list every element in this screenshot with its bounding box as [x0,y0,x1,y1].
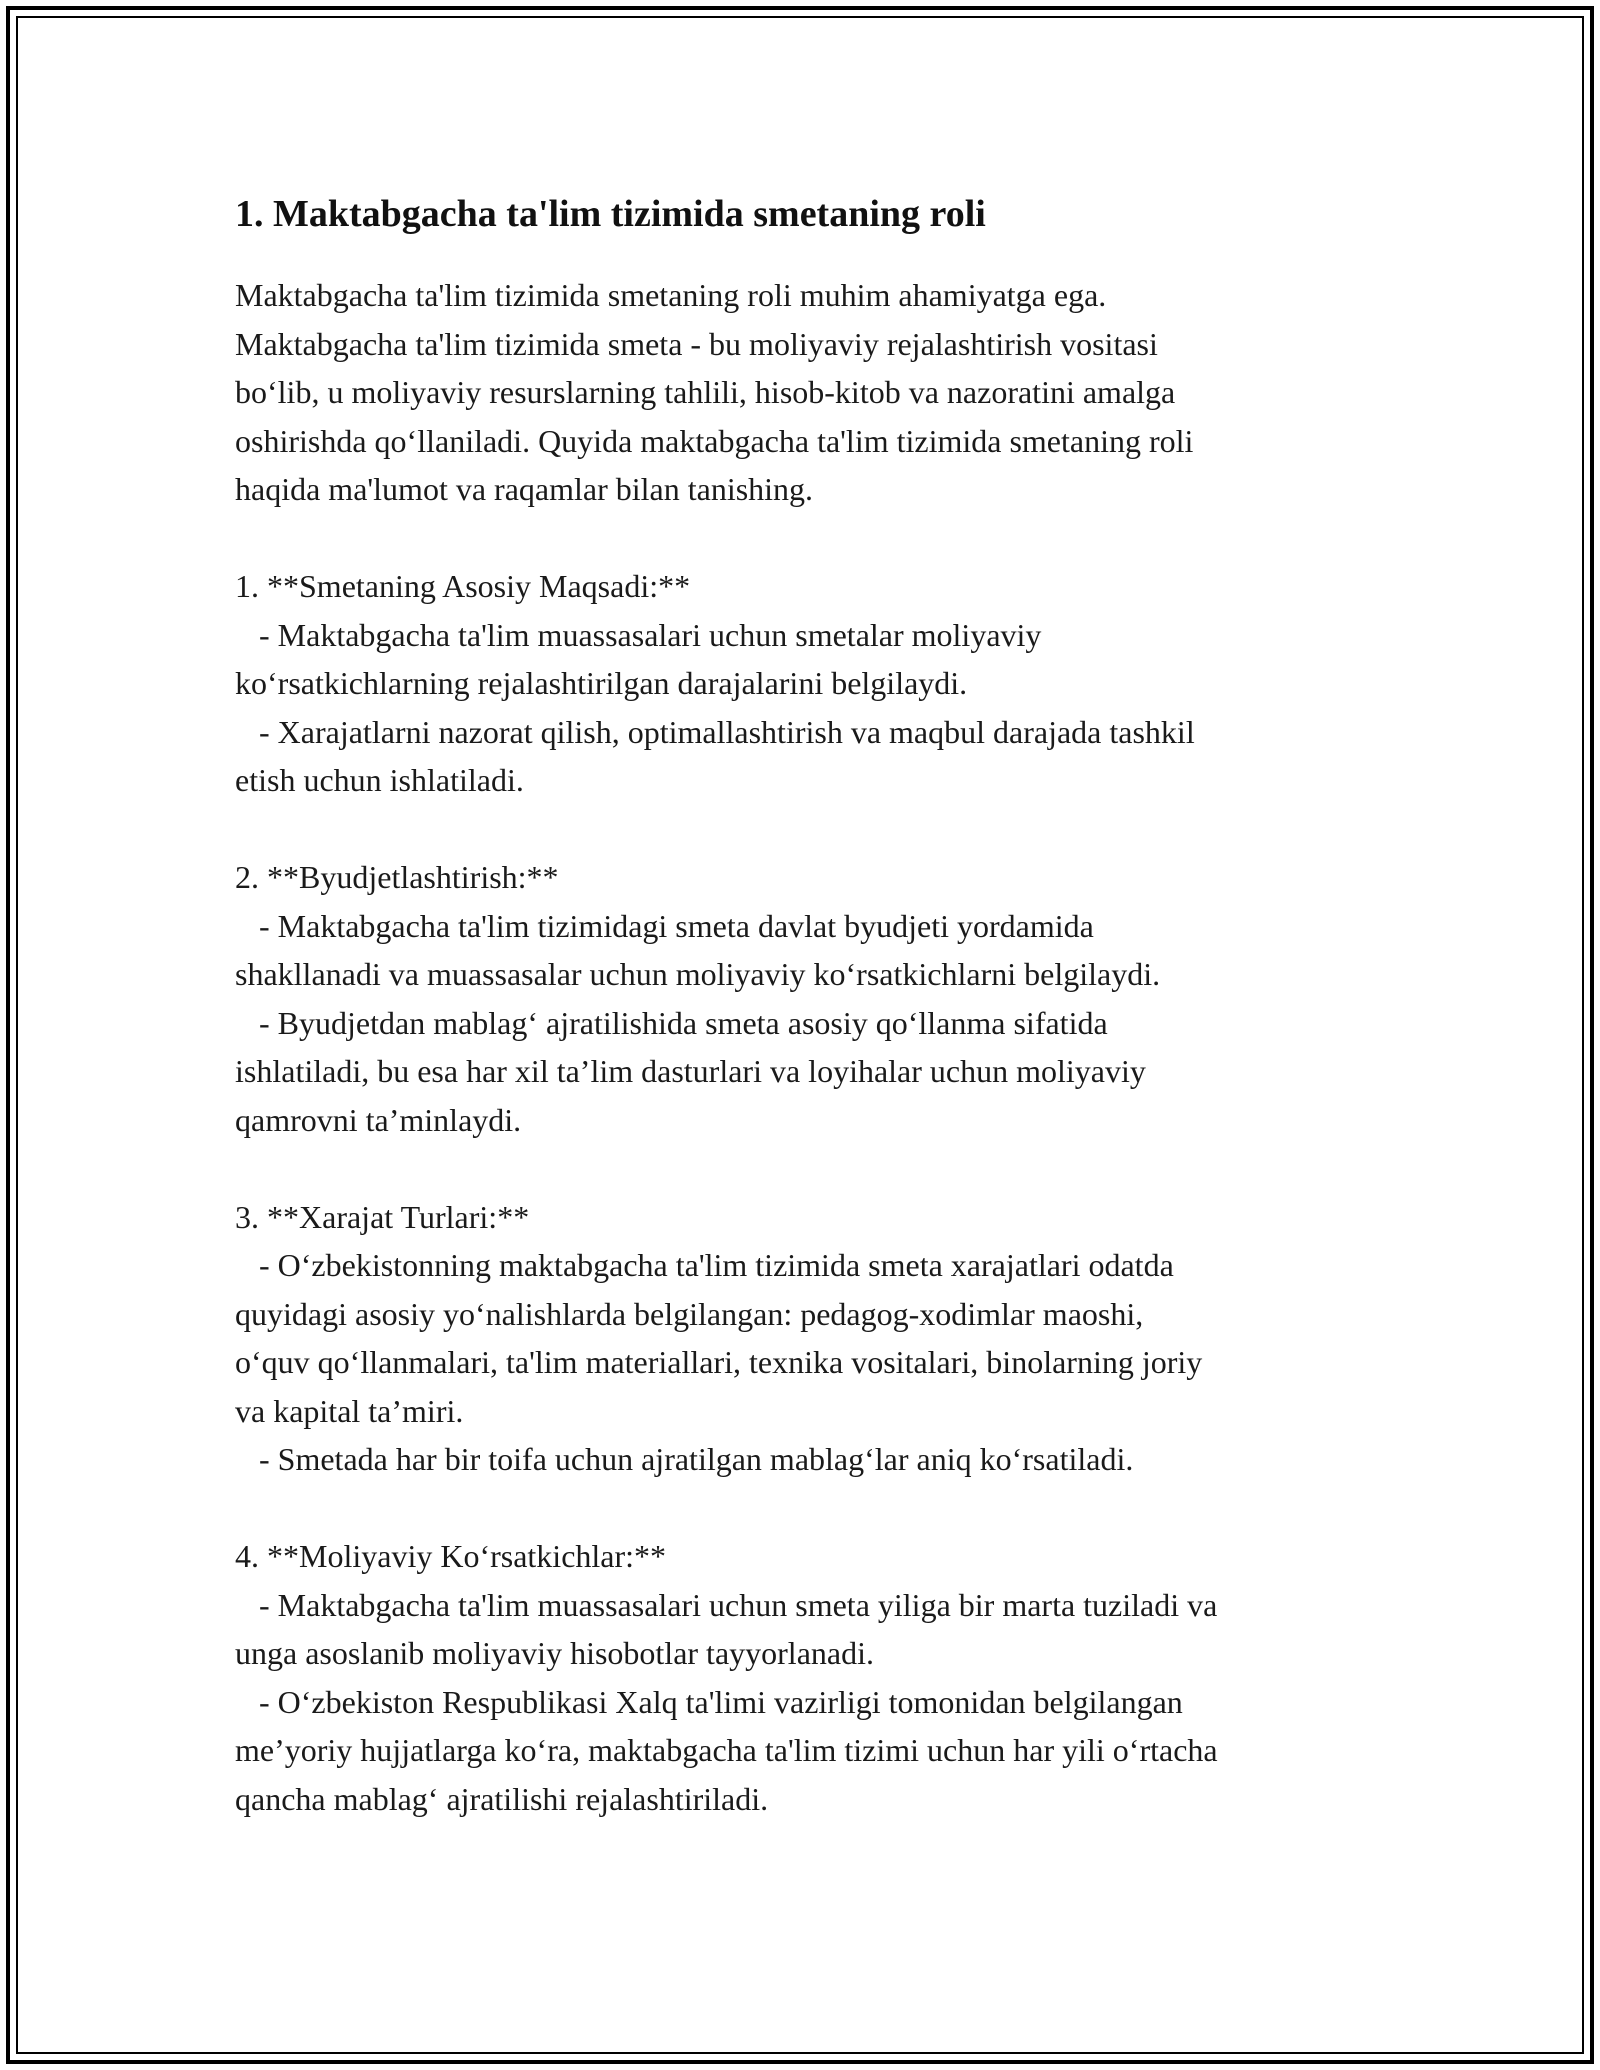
section-2-bullet-1: - Maktabgacha ta'lim tizimidagi smeta davlat byudjeti yordamida shakllanadi va muassasalar uchun moliyaviy ko‘rsatkichlarni belgilaydi. [235,907,1161,992]
intro-paragraph: Maktabgacha ta'lim tizimida smetaning roli muhim ahamiyatga ega. Maktabgacha ta'lim tizimida smeta - bu moliyaviy rejalashtirish vositasi bo‘lib, u moliyaviy resurslarning tahlili, hisob-kitob va nazoratini amalga oshirishda qo‘llaniladi. Quyida maktabgacha ta'lim tizimida smetaning roli haqida ma'lumot va raqamlar bilan tanishing. [235,277,1194,507]
section-1 [235,562,1375,805]
section-1-heading: 1. **Smetaning Asosiy Maqsadi:** [235,568,691,604]
document-title: 1. Maktabgacha ta'lim tizimida smetaning roli [235,193,986,235]
section-4-bullet-2: - O‘zbekiston Respublikasi Xalq ta'limi vazirligi tomonidan belgilangan me’yoriy hujjatlarga ko‘ra, maktabgacha ta'lim tizimi uchun har yili o‘rtacha qancha mablag‘ ajratilishi rejalashtiriladi. [235,1683,1218,1817]
section-4-bullet-1: - Maktabgacha ta'lim muassasalari uchun smeta yiliga bir marta tuziladi va unga asoslanib moliyaviy hisobotlar tayyorlanadi. [235,1586,1218,1671]
section-1-bullet-1: - Maktabgacha ta'lim muassasalari uchun smetalar moliyaviy ko‘rsatkichlarning rejalashtirilgan darajalarini belgilaydi. [235,616,1042,701]
section-spacer [235,514,1375,563]
section-spacer [235,805,1375,854]
section-2-heading: 2. **Byudjetlashtirish:** [235,859,559,895]
section-spacer [235,1484,1375,1533]
section-1-bullet-2: - Xarajatlarni nazorat qilish, optimallashtirish va maqbul darajada tashkil etish uchun ishlatiladi. [235,713,1195,798]
section-3 [235,1193,1375,1484]
section-3-bullet-2: - Smetada har bir toifa uchun ajratilgan mablag‘lar aniq ko‘rsatiladi. [235,1441,1134,1477]
section-4 [235,1532,1375,1823]
section-3-bullet-1: - O‘zbekistonning maktabgacha ta'lim tizimida smeta xarajatlari odatda quyidagi asosiy yo‘nalishlarda belgilangan: pedagog-xodimlar maoshi, o‘quv qo‘llanmalari, ta'lim materiallari, texnika vositalari, binolarning joriy va kapital ta’miri. [235,1247,1203,1429]
section-3-heading: 3. **Xarajat Turlari:** [235,1198,530,1235]
section-4-heading: 4. **Moliyaviy Ko‘rsatkichlar:** [235,1538,667,1574]
document-page [235,185,1375,1823]
section-spacer [235,1144,1375,1193]
section-2 [235,853,1375,1144]
section-2-bullet-2: - Byudjetdan mablag‘ ajratilishida smeta asosiy qo‘llanma sifatida ishlatiladi, bu esa har xil ta’lim dasturlari va loyihalar uchun moliyaviy qamrovni ta’minlaydi. [235,1004,1146,1138]
